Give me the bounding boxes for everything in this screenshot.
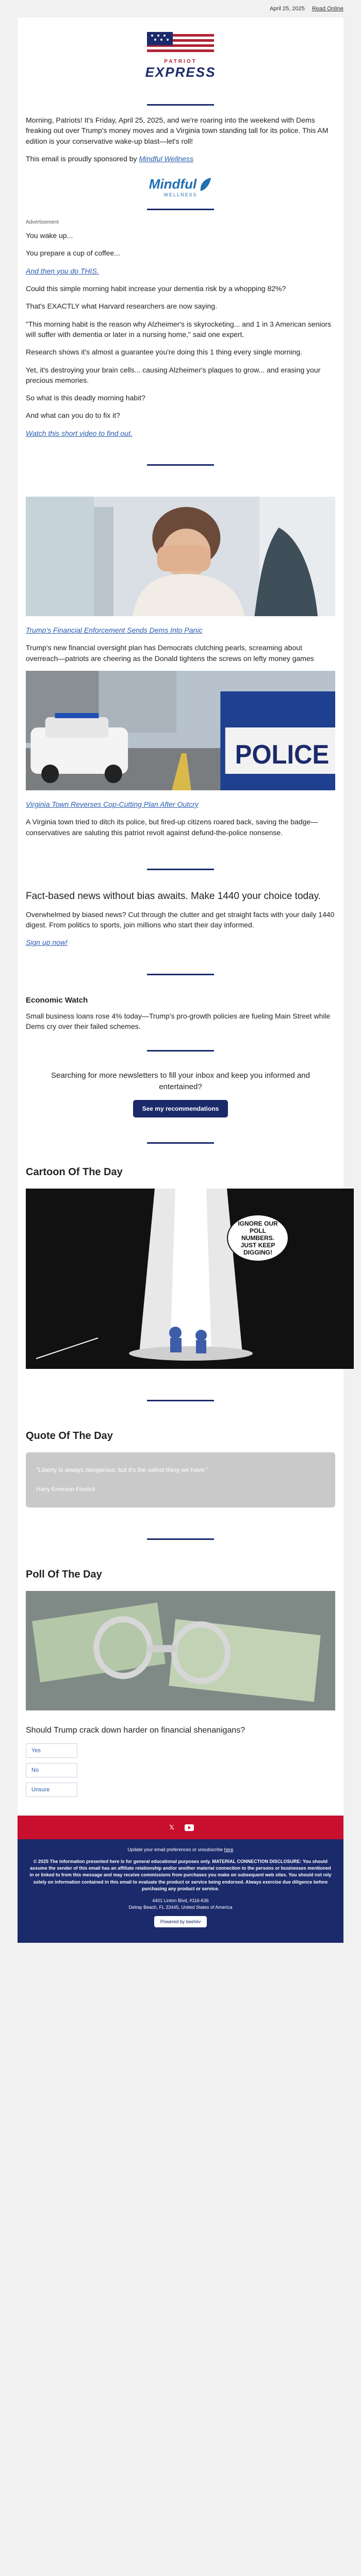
youtube-icon[interactable] xyxy=(185,1823,194,1832)
econ-title: Economic Watch xyxy=(26,995,88,1005)
ad-line: Yet, it's destroying your brain cells... causing Alzheimer's plaques to grow... and erasing your precious memories. xyxy=(26,365,321,384)
powered-by-badge[interactable]: Powered by beehiiv xyxy=(154,1916,207,1928)
ad-label: Advertisement xyxy=(26,219,59,226)
police-text: POLICE xyxy=(235,739,330,770)
divider xyxy=(147,974,214,975)
footer xyxy=(18,1839,343,1943)
ad-line: Research shows it's almost a guarantee you're doing this 1 thing every single morning. xyxy=(26,348,303,357)
speech-bubble: IGNORE OUR POLL NUMBERS. JUST KEEP DIGGING! xyxy=(227,1214,289,1262)
poll-question: Should Trump crack down harder on financial shenanigans? xyxy=(26,1726,245,1735)
flag-icon xyxy=(147,32,214,57)
cartoon-art xyxy=(26,1189,354,1369)
brand-subtitle: PATRIOT xyxy=(164,59,197,64)
ad-line: You prepare a cup of coffee... xyxy=(26,249,120,258)
poll-image xyxy=(26,1591,335,1710)
ad-line: Could this simple morning habit increase your dementia risk by a whopping 82%? xyxy=(26,284,286,293)
main-card xyxy=(18,18,343,1816)
divider xyxy=(147,869,214,870)
sponsor-line xyxy=(26,154,335,164)
ad-line: That's EXACTLY what Harvard researchers are now saying. xyxy=(26,302,217,311)
recommendations-button[interactable]: See my recommendations xyxy=(133,1100,228,1117)
quote-box xyxy=(26,1452,335,1507)
unsubscribe-link[interactable]: here xyxy=(224,1847,234,1853)
top-bar xyxy=(0,0,361,18)
ad-line: And what can you do to fix it? xyxy=(26,411,120,420)
sponsor-logo-sub: WELLNESS xyxy=(163,192,198,198)
ad-line: You wake up... xyxy=(26,231,73,240)
sponsor-link[interactable]: Mindful Wellness xyxy=(139,154,193,163)
promo1440-body: Overwhelmed by biased news? Cut through the clutter and get straight facts with your daily 1440 digest. From politics to sports, join millions who start their day informed. xyxy=(26,910,335,929)
sponsor-logo-name: Mindful xyxy=(149,176,197,192)
econ-body: Small business loans rose 4% today—Trump's pro-growth policies are fueling Main Street while Dems cry over their failed schemes. xyxy=(26,1011,331,1031)
footer-disclaimer: © 2025 The information presented here is for general educational purposes only. MATERIAL CONNECTION DISCLOSURE: You should assume the sender of this email has an affiliate relationship and/or another material connection to the persons or businesses mentioned in or linked to from this message and may receive commissions from purchases you make on subsequent web sites. You should not rely solely on information contained in this email to evaluate the product or service being endorsed. Always exercise due diligence before purchasing any product or service. xyxy=(29,1859,332,1891)
quote-text: "Liberty is always dangerous, but it's the safest thing we have." xyxy=(36,1466,208,1473)
divider xyxy=(147,1142,214,1144)
poll-options xyxy=(26,1743,335,1816)
leaf-icon xyxy=(199,177,212,192)
divider xyxy=(147,1538,214,1540)
quote-heading: Quote Of The Day xyxy=(26,1430,113,1442)
footer-address2: Delray Beach, FL 33445, United States of America xyxy=(128,1904,233,1910)
sponsor-logo[interactable] xyxy=(26,171,335,209)
poll-heading: Poll Of The Day xyxy=(26,1569,102,1581)
brand-title: EXPRESS xyxy=(145,64,216,80)
story1-image[interactable] xyxy=(26,497,335,616)
poll-option-no[interactable]: No xyxy=(26,1763,77,1777)
ad-line: "This morning habit is the reason why Alzheimer's is skyrocketing... and 1 in 3 American seniors will suffer with dementia or later in a nursing home," said one expert. xyxy=(26,319,332,338)
x-twitter-icon[interactable]: 𝕏 xyxy=(169,1824,174,1832)
ad-line: So what is this deadly morning habit? xyxy=(26,394,145,402)
sponsor-prefix: This email is proudly sponsored by xyxy=(26,154,137,163)
poll-option-yes[interactable]: Yes xyxy=(26,1743,77,1758)
divider xyxy=(147,1400,214,1401)
recs-text: Searching for more newsletters to fill your inbox and keep you informed and entertained? xyxy=(51,1071,310,1092)
promo1440-signup-link[interactable]: Sign up now! xyxy=(26,938,68,947)
cartoon-heading: Cartoon Of The Day xyxy=(26,1166,123,1178)
intro-greeting: Morning, Patriots! It's Friday, April 25, 2025, and we're roaring into the weekend with Dems freaking out over Trump's money moves and a Virginia town standing tall for its police. This AM edition is your conservative wake-up blast—let's roll! xyxy=(26,116,329,145)
divider xyxy=(147,464,214,466)
story2-body: A Virginia town tried to ditch its police, but fired-up citizens roared back, saving the badge—conservatives are saluting this patriot revolt against defund-the-police nonsense. xyxy=(26,818,318,837)
footer-address1: 4401 Linton Blvd, #116-636 xyxy=(152,1897,209,1903)
quote-author: Harry Emerson Fosdick xyxy=(36,1486,95,1493)
social-bar xyxy=(18,1816,343,1839)
story2-link[interactable]: Virginia Town Reverses Cop-Cutting Plan After Outcry xyxy=(26,800,199,808)
story1-body: Trump's new financial oversight plan has Democrats clutching pearls, screaming about overreach—patriots are cheering as the Donald tightens the screws on lefty money games xyxy=(26,643,314,663)
promo1440-title: Fact-based news without bias awaits. Make 1440 your choice today. xyxy=(26,890,321,902)
divider xyxy=(147,209,214,210)
footer-update: Update your email preferences or unsubscribe xyxy=(127,1847,223,1853)
brand-logo[interactable] xyxy=(26,18,335,95)
poll-option-unsure[interactable]: Unsure xyxy=(26,1783,77,1797)
divider xyxy=(147,104,214,106)
story2-image[interactable] xyxy=(26,671,335,790)
ad-link-then[interactable]: And then you do THIS. xyxy=(26,266,99,275)
ad-link-watch[interactable]: Watch this short video to find out. xyxy=(26,429,133,437)
story1-link[interactable]: Trump's Financial Enforcement Sends Dems Into Panic xyxy=(26,626,203,635)
issue-date: April 25, 2025 xyxy=(269,6,305,12)
read-online-link[interactable]: Read Online xyxy=(311,6,343,12)
divider xyxy=(147,1050,214,1052)
cartoon-image[interactable] xyxy=(26,1189,335,1369)
